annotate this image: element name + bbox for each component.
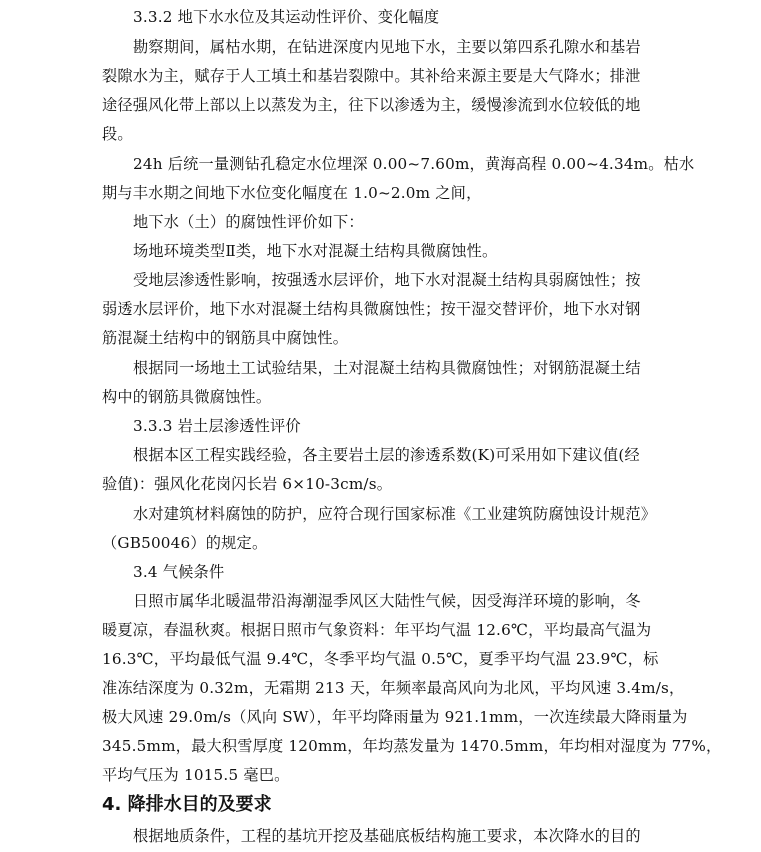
paragraph-line: 根据同一场地土工试验结果，土对混凝土结构具微腐蚀性；对钢筋混凝土结: [133, 359, 641, 377]
paragraph-line: 根据本区工程实践经验，各主要岩土层的渗透系数(K)可采用如下建议值(经: [133, 446, 640, 464]
paragraph-line: 水对建筑材料腐蚀的防护，应符合现行国家标准《工业建筑防腐蚀设计规范》: [133, 505, 657, 523]
section-4-heading: 4. 降排水目的及要求: [102, 794, 272, 815]
section-3-4-title: 3.4 气候条件: [133, 563, 225, 581]
paragraph-line: 段。: [102, 125, 133, 143]
paragraph-line: 平均气压为 1015.5 毫巴。: [102, 766, 290, 784]
paragraph-line: 24h 后统一量测钻孔稳定水位埋深 0.00~7.60m，黄海高程 0.00~4.34m。枯水: [133, 155, 695, 173]
paragraph-line: 验值)：强风化花岗闪长岩 6×10-3cm/s。: [102, 475, 393, 493]
paragraph-line: （GB50046）的规定。: [102, 534, 268, 552]
paragraph-line: 期与丰水期之间地下水位变化幅度在 1.0~2.0m 之间，: [102, 184, 482, 202]
paragraph-line: 暖夏凉，春温秋爽。根据日照市气象资料：年平均气温 12.6℃，平均最高气温为: [102, 621, 652, 639]
paragraph-line: 根据地质条件，工程的基坑开挖及基础底板结构施工要求，本次降水的目的: [133, 827, 641, 845]
paragraph-line: 日照市属华北暖温带沿海潮湿季风区大陆性气候，因受海洋环境的影响，冬: [133, 592, 641, 610]
section-3-3-3-title: 3.3.3 岩土层渗透性评价: [133, 417, 301, 435]
paragraph-line: 受地层渗透性影响，按强透水层评价，地下水对混凝土结构具弱腐蚀性；按: [133, 271, 641, 289]
paragraph-line: 弱透水层评价，地下水对混凝土结构具微腐蚀性；按干湿交替评价，地下水对钢: [102, 300, 641, 318]
paragraph-line: 准冻结深度为 0.32m，无霜期 213 天，年频率最高风向为北风，平均风速 3.4m/s，: [102, 679, 685, 697]
paragraph-line: 极大风速 29.0m/s（风向 SW），年平均降雨量为 921.1mm，一次连续最大降雨量为: [102, 708, 688, 726]
paragraph-line: 地下水（土）的腐蚀性评价如下：: [133, 213, 364, 231]
paragraph-line: 构中的钢筋具微腐蚀性。: [102, 388, 272, 406]
paragraph-line: 场地环境类型Ⅱ类，地下水对混凝土结构具微腐蚀性。: [133, 242, 498, 260]
paragraph-line: 途径强风化带上部以上以蒸发为主，往下以渗透为主，缓慢渗流到水位较低的地: [102, 96, 641, 114]
paragraph-line: 筋混凝土结构中的钢筋具中腐蚀性。: [102, 329, 349, 347]
paragraph-line: 勘察期间，属枯水期，在钻进深度内见地下水，主要以第四系孔隙水和基岩: [133, 38, 641, 56]
section-3-3-2-title: 3.3.2 地下水水位及其运动性评价、变化幅度: [133, 8, 440, 26]
paragraph-line: 裂隙水为主，赋存于人工填土和基岩裂隙中。其补给来源主要是大气降水；排泄: [102, 67, 641, 85]
paragraph-line: 345.5mm，最大积雪厚度 120mm，年均蒸发量为 1470.5mm，年均相对湿度为 77%，: [102, 737, 722, 755]
paragraph-line: 16.3℃，平均最低气温 9.4℃，冬季平均气温 0.5℃，夏季平均气温 23.9℃，标: [102, 650, 659, 668]
